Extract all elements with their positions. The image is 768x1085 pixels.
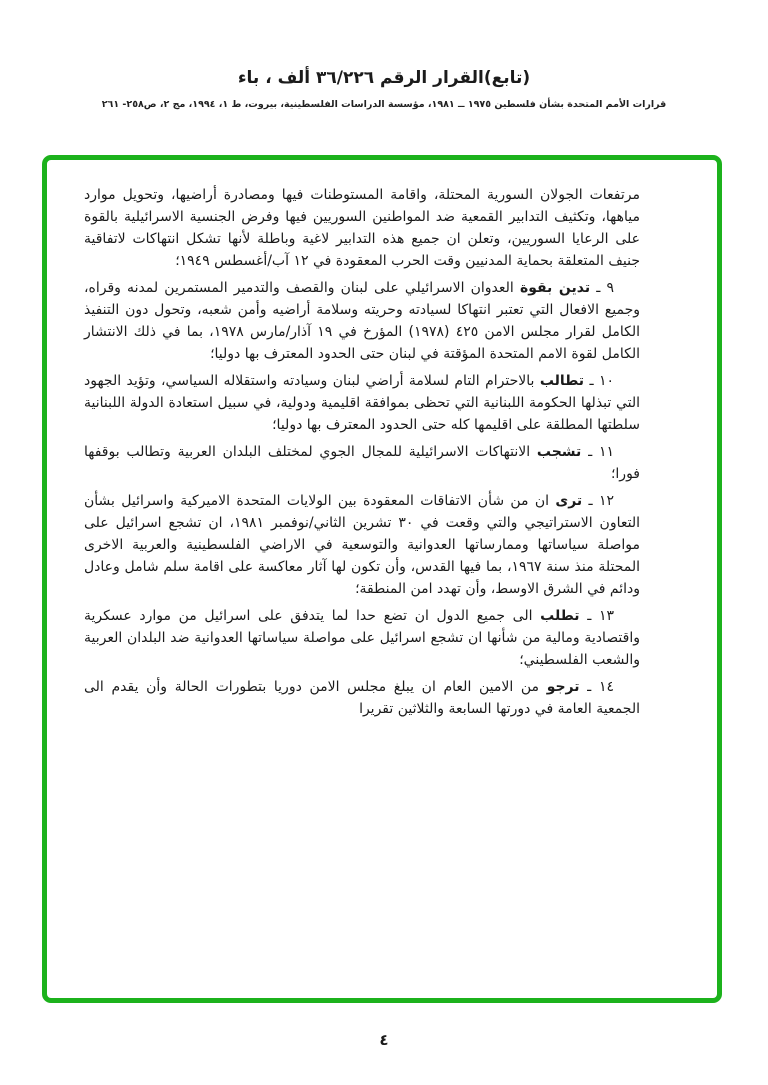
document-header: [0, 68, 768, 110]
body-paragraph-continuation: [84, 184, 640, 272]
paragraph-number: ١٣ ـ: [579, 608, 614, 624]
body-paragraph-14: [84, 676, 640, 720]
paragraph-text: العدوان الاسرائيلي على لبنان والقصف والتدمير المستمرين لمدنه وقراه، وجميع الافعال التي تعتبر انتهاكا لسيادته وحريته وسلامة أراضيه وأمن شعبه، وتحول دون التنفيذ الكامل لقرار مجلس الامن ٤٢٥ (١٩٧٨) المؤرخ في ١٩ آذار/مارس ١٩٧٨، بما في ذلك الانتشار الكامل لقوة الامم المتحدة المؤقتة في لبنان حتى الحدود المعترف بها دوليا؛: [84, 280, 641, 362]
paragraph-lead: تطلب: [540, 608, 580, 624]
body-paragraph-9: [84, 277, 640, 365]
paragraph-lead: ترجو: [546, 679, 580, 695]
paragraph-number: ١٤ ـ: [579, 679, 614, 695]
page-number: ٤: [379, 1031, 389, 1049]
page-footer: [0, 1030, 768, 1049]
paragraph-text: بالاحترام التام لسلامة أراضي لبنان وسيادته واستقلاله السياسي، وتؤيد الجهود التي تبذلها الحكومة اللبنانية التي تحظى بموافقة اقليمية ودولية، في سبيل استعادة الدولة اللبنانية سلطتها المطلقة على اقليمها كله حتى الحدود المعترف بها دوليا؛: [84, 373, 640, 433]
paragraph-text: مرتفعات الجولان السورية المحتلة، واقامة المستوطنات فيها ومصادرة أراضيها، وتحويل موارد مياهها، وتكثيف التدابير القمعية ضد المواطنين السوريين فيها وفرض الجنسية الاسرائيلية بالقوة على الرعايا السوريين، وتعلن ان جميع هذه التدابير لاغية وباطلة لأنها تشكل انتهاكات لاتفاقية جنيف المتعلقة بحماية المدنيين وقت الحرب المعقودة في ١٢ آب/أغسطس ١٩٤٩؛: [84, 187, 640, 269]
paragraph-text: الى جميع الدول ان تضع حدا لما يتدفق على اسرائيل من موارد عسكرية واقتصادية ومالية من شأنها ان تشجع اسرائيل على مواصلة سياساتها العدوانية ضد البلدان العربية والشعب الفلسطيني؛: [84, 608, 640, 668]
document-title: (تابع)القرار الرقم ٣٦/٢٢٦ ألف ، باء: [237, 68, 531, 88]
document-body: [84, 184, 640, 725]
body-paragraph-13: [84, 605, 640, 671]
paragraph-number: ١١ ـ: [581, 444, 614, 460]
body-paragraph-11: [84, 441, 640, 485]
body-paragraph-10: [84, 370, 640, 436]
paragraph-number: ١٢ ـ: [582, 493, 614, 509]
body-paragraph-12: [84, 490, 640, 600]
paragraph-number: ٩ ـ: [590, 280, 614, 296]
source-citation: قرارات الأمم المتحدة بشأن فلسطين ١٩٧٥ ــ ١٩٨١، مؤسسة الدراسات الفلسطينية، بيروت، ط ١، ١٩٩٤، مج ٢، ص٢٥٨- ٢٦١: [101, 99, 667, 110]
paragraph-text: ان من شأن الاتفاقات المعقودة بين الولايات المتحدة الاميركية واسرائيل بشأن التعاون الاستراتيجي والتي وقعت في ٣٠ تشرين الثاني/نوفمبر ١٩٨١، ان تشجع اسرائيل على مواصلة سياساتها وممارساتها العدوانية والتوسعية في الاراضي الفلسطينية والعربية الاخرى المحتلة منذ سنة ١٩٦٧، بما فيها القدس، وأن تكون لها آثار معاكسة على اقامة سلم شامل وعادل ودائم في الشرق الاوسط، وأن تهدد امن المنطقة؛: [84, 493, 641, 597]
paragraph-lead: تطالب: [539, 373, 585, 389]
paragraph-lead: تشجب: [536, 444, 582, 460]
paragraph-lead: ترى: [555, 493, 583, 509]
paragraph-text: الانتهاكات الاسرائيلية للمجال الجوي لمختلف البلدان العربية وتطالب بوقفها فورا؛: [84, 444, 640, 482]
paragraph-number: ١٠ ـ: [584, 373, 614, 389]
paragraph-lead: تدين بقوة: [519, 280, 591, 296]
paragraph-text: من الامين العام ان يبلغ مجلس الامن دوريا بتطورات الحالة وأن يقدم الى الجمعية العامة في دورتها السابعة والثلاثين تقريرا: [84, 679, 640, 717]
